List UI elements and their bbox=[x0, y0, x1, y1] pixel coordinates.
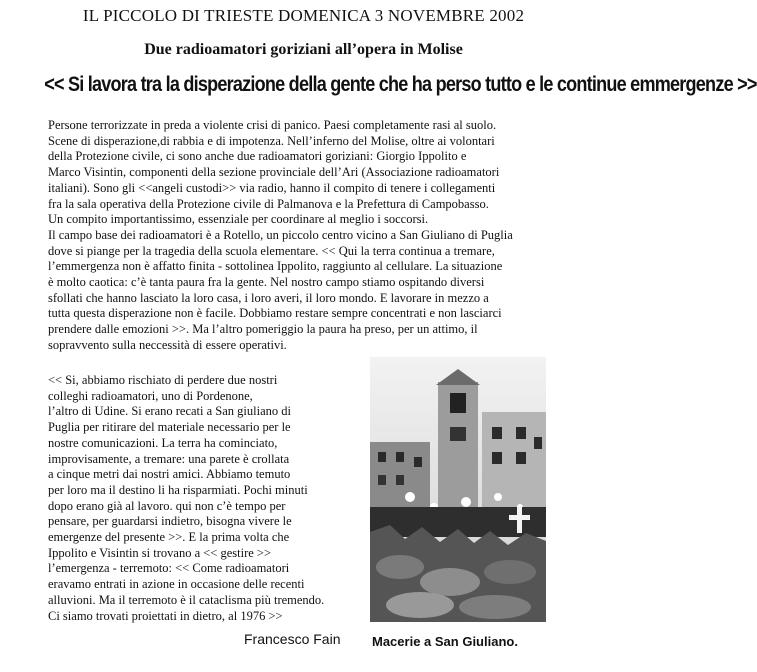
text-line: Scene di disperazione,di rabbia e di impotenza. Nell’inferno del Molise, oltre ai volontari bbox=[48, 133, 495, 148]
author-byline: Francesco Fain bbox=[244, 631, 341, 647]
text-line: emergenze del presente >>. E la prima volta che bbox=[48, 530, 290, 545]
masthead: IL PICCOLO DI TRIESTE DOMENICA 3 NOVEMBRE 2002 bbox=[82, 6, 525, 25]
text-line: pensare, per guardarsi indietro, bisogna vivere le bbox=[48, 514, 292, 529]
text-line: è molto caotica: c’è tanta paura fra la gente. Nel nostro campo stiamo ospitando diversi bbox=[48, 275, 485, 290]
text-line: Persone terrorizzate in preda a violente crisi di panico. Paesi completamente rasi al suolo. bbox=[48, 118, 497, 132]
text-line: Il campo base dei radioamatori è a Rotello, un piccolo centro vicino a San Giuliano di Puglia bbox=[48, 227, 513, 242]
text-line: sopravvento sulla neccessità di essere operativi. bbox=[48, 337, 287, 352]
text-line: l’emmergenza non è affatto finita - sottolinea Ippolito, raggiunto al cellulare. La situazione bbox=[48, 259, 503, 274]
text-line: improvisamente, a tremare: una parete è crollata bbox=[48, 451, 290, 466]
text-line: a cinque metri dai nostri amici. Abbiamo temuto bbox=[48, 467, 291, 482]
text-line: eravamo entrati in azione in occasione delle recenti bbox=[48, 577, 305, 592]
text-line: della Protezione civile, ci sono anche due radioamatori goriziani: Giorgio Ippolito e bbox=[48, 149, 467, 164]
text-line: Ci siamo trovati proiettati in dietro, al 1976 >> bbox=[48, 608, 283, 623]
text-line: Marco Visintin, componenti della sezione provinciale dell’Ari (Associazione radioamatori bbox=[48, 165, 500, 180]
headline: << Si lavora tra la disperazione della gente che ha perso tutto e le continue emmergenze >> bbox=[44, 73, 757, 96]
text-line: dove si piange per la tragedia della scuola elementare. << Qui la terra continua a tremare, bbox=[48, 243, 495, 258]
text-line: alluvioni. Ma il terremoto è il cataclisma più tremendo. bbox=[48, 592, 325, 607]
text-line: tutta questa disperazione non è facile. Dobbiamo restare sempre concentrati e non lasciarci bbox=[48, 306, 502, 321]
text-line: l’altro di Udine. Si erano recati a San giuliano di bbox=[48, 404, 291, 419]
text-line: l’emergenza - terremoto: << Come radioamatori bbox=[48, 561, 290, 576]
text-line: sfollati che hanno lasciato la loro casa, i loro averi, il loro mondo. E lavorare in mezzo a bbox=[48, 290, 489, 305]
text-line: fra la sala operativa della Protezione civile di Palmanova e la Prefettura di Campobasso. bbox=[48, 196, 489, 211]
article-body-full-width bbox=[48, 118, 558, 354]
text-line: italiani). Sono gli <<angeli custodi>> via radio, hanno il compito di tenere i collegamenti bbox=[48, 180, 496, 195]
text-line: Puglia per ritirare del materiale necessario per le bbox=[48, 420, 291, 435]
text-line: Ippolito e Visintin si trovano a << gestire >> bbox=[48, 545, 272, 560]
photo-rubble-san-giuliano bbox=[370, 357, 546, 622]
text-line: Un compito importantissimo, essenziale per coordinare al meglio i soccorsi. bbox=[48, 212, 429, 227]
text-line: << Si, abbiamo rischiato di perdere due nostri bbox=[48, 373, 278, 387]
subheadline: Due radioamatori goriziani all’opera in Molise bbox=[144, 41, 463, 58]
text-line: prendere dalle emozioni >>. Ma l’altro pomeriggio la paura ha preso, per un attimo, il bbox=[48, 322, 478, 337]
text-line: per loro ma il destino li ha risparmiati. Pochi minuti bbox=[48, 482, 308, 497]
text-line: nostre comunicazioni. La terra ha cominciato, bbox=[48, 435, 278, 450]
text-line: colleghi radioamatori, uno di Pordenone, bbox=[48, 388, 253, 403]
article-body-column bbox=[48, 373, 368, 624]
text-line: dopo erano già al lavoro. qui non c’è tempo per bbox=[48, 498, 286, 513]
photo-caption: Macerie a San Giuliano. bbox=[372, 634, 518, 649]
